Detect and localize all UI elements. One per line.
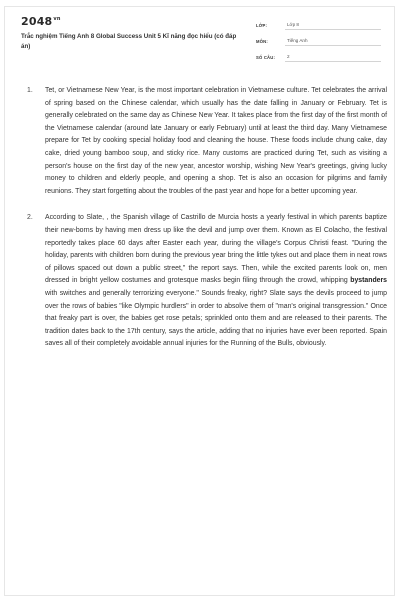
- passage-text: with switches and generally terrorizing everyone." Sounds freaky, right? Slate says the devils proceed to jump over the rows of babies "like Olympic hurdlers" in order to absolve them of "man's original transgression." Once that freaky part is over, the babies get rose petals; sprinkled onto them and are released to their parents. The tradition dates back to the 17th century, says the article, adding that no injuries have ever been reported. Spain saves all of their completely avoidable annual injuries for the Running of the Bulls, obviously.: [45, 289, 387, 348]
- document-title: Trắc nghiệm Tiếng Anh 8 Global Success Unit 5 Kĩ năng đọc hiểu (có đáp án): [21, 33, 237, 50]
- document-sheet: [4, 6, 395, 596]
- highlighted-word: bystanders: [350, 277, 387, 285]
- meta-value-socau: 2: [285, 54, 381, 62]
- meta-label-lop: LỚP:: [256, 23, 268, 28]
- site-logo[interactable]: [21, 15, 61, 28]
- document-header: [5, 7, 394, 69]
- document-body: [15, 85, 387, 351]
- meta-label-mon: MÔN:: [256, 39, 268, 44]
- question-passage: Tet, or Vietnamese New Year, is the most important celebration in Vietnamese culture. Tet celebrates the arrival of spring based on the Chinese calendar, which usually has the date falling in January or February. Tet is generally celebrated on the same day as Chinese New Year. It takes place from the first day of the first month of the Vietnamese calendar (around late January or early February) until at least the third day. Many Vietnamese prepare for Tet by cooking special holiday food and cleaning the house. These foods include chung cake, day cake, dried young bamboo soup, and sticky rice. Many customs are practiced during Tet, such as visiting a person's house on the first day of the new year, ancestor worship, wishing New Year's greetings, giving lucky money to children and elderly people, and opening a shop. Tet is also an occasion for pilgrims and family reunions. They start forgetting about the troubles of the past year and hope for a better upcoming year.: [45, 87, 387, 195]
- question-item: [15, 212, 387, 351]
- document-meta: [256, 17, 381, 65]
- question-number: 2.: [27, 214, 33, 222]
- logo-suffix: vn: [53, 16, 61, 23]
- meta-label-socau: SỐ CÂU:: [256, 55, 276, 60]
- meta-row-lop: [256, 17, 381, 30]
- meta-row-mon: [256, 33, 381, 46]
- passage-text: According to Slate, , the Spanish village of Castrillo de Murcia hosts a yearly festival in which parents baptize their new-borns by having men dress up like the devil and jump over them. Known as El Colacho, the festival reportedly takes place 60 days after Easter each year, during the village's Corpus Christi feast. "During the holiday, parents with children born during the previous year bring the little tykes out and place them in neat rows of pillows spaced out down a public street," the report says. Then, while the excited parents look on, men dressed in bright yellow costumes and grotesque masks begin filing through the crowd, whipping: [45, 214, 387, 285]
- logo-text: 2048: [21, 15, 53, 28]
- meta-value-mon: Tiếng Anh: [285, 38, 381, 46]
- question-number: 1.: [27, 87, 33, 94]
- question-item: [15, 85, 387, 198]
- meta-value-lop: Lớp 8: [285, 22, 381, 30]
- question-passage: [45, 212, 387, 351]
- meta-row-socau: [256, 49, 381, 62]
